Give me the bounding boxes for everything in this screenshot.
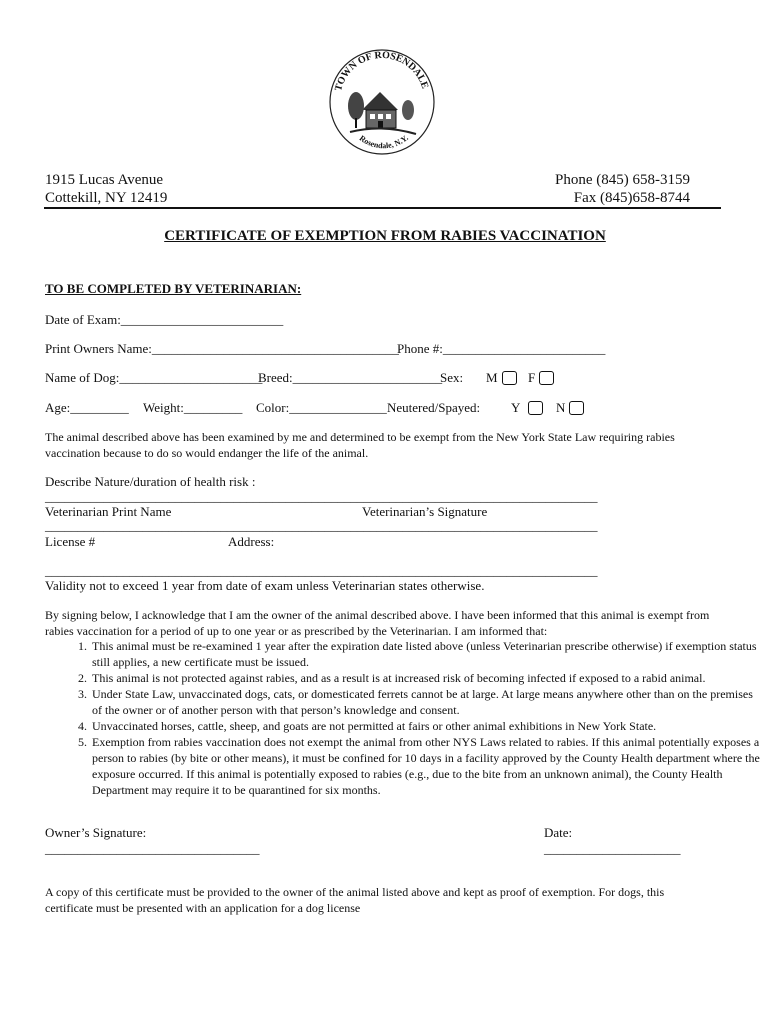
owner-acknowledgement: By signing below, I acknowledge that I am the owner of the animal described above. I have been informed that this animal is exempt from rabies vaccination for a period of up to one year or as prescribed by the Veterinarian. I am informed that:: [45, 608, 710, 638]
town-seal-logo: [320, 40, 440, 160]
list-item: 3. Under State Law, unvaccinated dogs, cats, or domesticated ferrets cannot be at large. At large means anywhere other than on the premises of the owner or of another person with that person’s knowledge and consent.: [90, 686, 762, 718]
footer-note: A copy of this certificate must be provided to the owner of the animal listed above and kept as proof of exemption. For dogs, this certificate must be presented with an application for a dog license: [45, 885, 665, 915]
page-title: CERTIFICATE OF EXEMPTION FROM RABIES VACCINATION: [164, 228, 606, 244]
exam-statement: The animal described above has been examined by me and determined to be exempt from the New York State Law requiring rabies vaccination because to do so would endanger the life of the animal.: [45, 430, 675, 460]
svg-text:Rosendale, N.Y.: Rosendale, N.Y.: [357, 133, 410, 151]
phone-number: Phone (845) 658-3159: [555, 172, 690, 188]
sex-female-checkbox[interactable]: [539, 371, 554, 385]
list-item: 4. Unvaccinated horses, cattle, sheep, and goats are not permitted at fairs or other animal exhibitions in New York State.: [90, 718, 762, 734]
vet-signature-label: Veterinarian’s Signature: [362, 504, 488, 519]
vet-name-signature-line[interactable]: _____________________________________________________________________________________: [45, 518, 598, 533]
neutered-no-option[interactable]: [556, 400, 584, 416]
terms-list: [45, 638, 762, 798]
neutered-label: Neutered/Spayed:: [387, 400, 481, 415]
date-line[interactable]: _____________________: [544, 841, 681, 856]
address-label: Address:: [228, 534, 275, 549]
sex-male-label: M: [486, 370, 498, 385]
list-item: 1. This animal must be re-examined 1 year after the expiration date listed above (unless Veterinarian prescribe otherwise) if exemption status still applies, a new certificate must be issued.: [90, 638, 762, 670]
sex-male-option[interactable]: [486, 370, 517, 386]
vet-print-name-label: Veterinarian Print Name: [45, 504, 172, 519]
neutered-no-checkbox[interactable]: [569, 401, 584, 415]
address-line-1: 1915 Lucas Avenue: [45, 172, 164, 188]
neutered-yes-label: Y: [511, 400, 521, 415]
age-field[interactable]: Age:_________: [45, 400, 129, 415]
date-of-exam-field[interactable]: Date of Exam:_________________________: [45, 312, 284, 327]
sex-female-label: F: [528, 370, 536, 385]
neutered-no-label: N: [556, 400, 566, 415]
owner-signature-line[interactable]: _________________________________: [45, 841, 260, 856]
owner-phone-field[interactable]: Phone #:_________________________: [397, 341, 606, 356]
license-label: License #: [45, 534, 96, 549]
owner-signature-label: Owner’s Signature:: [45, 825, 147, 840]
license-address-line[interactable]: _____________________________________________________________________________________: [45, 563, 598, 578]
weight-field[interactable]: Weight:_________: [143, 400, 243, 415]
color-field[interactable]: Color:_______________: [256, 400, 387, 415]
sex-male-checkbox[interactable]: [502, 371, 517, 385]
health-risk-label: Describe Nature/duration of health risk :: [45, 474, 256, 489]
breed-field[interactable]: Breed:_______________________: [258, 370, 443, 385]
neutered-yes-option[interactable]: [511, 400, 543, 416]
neutered-yes-checkbox[interactable]: [528, 401, 543, 415]
dog-name-field[interactable]: Name of Dog:______________________: [45, 370, 263, 385]
svg-text:TOWN OF ROSENDALE: TOWN OF ROSENDALE: [333, 49, 431, 93]
section-heading: TO BE COMPLETED BY VETERINARIAN:: [45, 281, 302, 296]
validity-note: Validity not to exceed 1 year from date of exam unless Veterinarian states otherwise.: [45, 578, 485, 593]
health-risk-line[interactable]: _____________________________________________________________________________________: [45, 489, 598, 504]
sex-label: Sex:: [440, 370, 464, 385]
owners-name-field[interactable]: Print Owners Name:______________________________________: [45, 341, 399, 356]
sex-female-option[interactable]: [528, 370, 554, 386]
list-item: 5. Exemption from rabies vaccination does not exempt the animal from other NYS Laws related to rabies. If this animal potentially exposes a person to rabies (by bite or other means), it must be confined for 10 days in a facility approved by the County Health department where the exposure occurred. If this animal is potentially exposed to rabies (e.g., due to the bite from an unknown animal), the County Health Department may require it to be quarantined for six months.: [90, 734, 762, 798]
fax-number: Fax (845)658-8744: [573, 190, 690, 206]
list-item: 2. This animal is not protected against rabies, and as a result is at increased risk of becoming infected if exposed to a rabid animal.: [90, 670, 762, 686]
address-line-2: Cottekill, NY 12419: [45, 190, 168, 206]
date-label: Date:: [544, 825, 573, 840]
header-divider: [44, 207, 721, 209]
